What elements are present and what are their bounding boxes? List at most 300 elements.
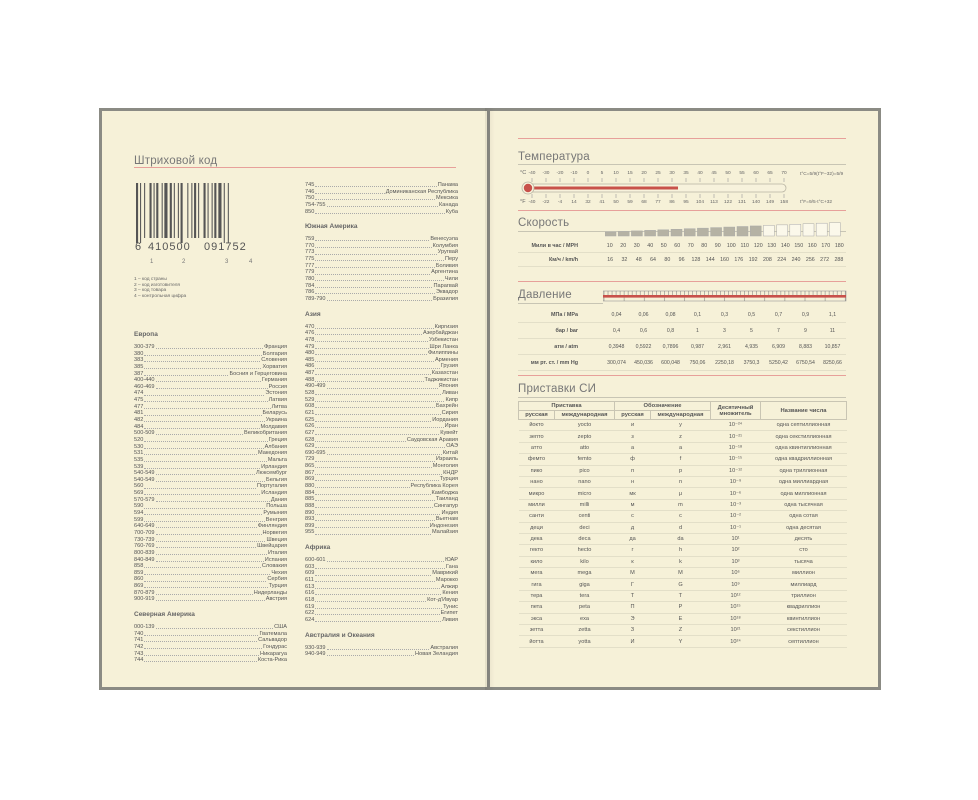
value-cell: 7 [777,327,780,334]
value-cell: 30 [633,242,640,249]
value-cell: 272 [820,256,830,263]
country-code-row [134,631,287,638]
pressure-title: Давление [518,289,572,301]
si-row [519,545,847,556]
country-code-row [134,397,287,404]
si-cell: И [615,636,651,647]
code: 789-790 [305,295,326,302]
value-cell: 0,6 [639,327,648,334]
si-rule [518,397,846,398]
speed-bar [605,232,616,236]
code: 900-919 [134,596,155,603]
country-name: Ливан [442,390,458,397]
code: 486 [305,363,315,370]
country-name: США [274,623,287,630]
country-code-row [134,377,287,384]
country-code-row [305,283,458,290]
si-cell: Y [651,636,711,647]
si-cell: йокто [519,420,555,431]
country-code-row [134,457,287,464]
leader-dots [315,289,435,294]
country-name: Кения [442,590,458,597]
code: 487 [305,370,315,377]
country-code-row [305,645,458,652]
si-cell: З [615,625,651,636]
leader-dots [315,344,428,349]
si-cell: санти [519,511,555,522]
si-cell: deci [555,522,615,533]
si-cell: миллион [761,568,847,579]
value-cell: 96 [678,256,685,263]
country-name: Таджикистан [424,376,458,383]
country-name: Уругвай [437,249,458,256]
region-heading: Азия [305,310,321,318]
value-cell: 0,5922 [635,343,652,350]
country-name: Мексика [436,195,458,202]
code: 800-839 [134,549,155,556]
si-cell: m [651,499,711,510]
value-cell: 50 [660,242,667,249]
leader-dots [315,403,435,408]
speed-bars [605,221,850,237]
value-cell: 0,06 [638,311,649,318]
leader-dots [156,477,266,482]
si-cell: одна секстиллионная [761,431,847,442]
code: 858 [134,563,144,570]
barcode-bar [181,183,183,243]
si-cell: п [615,465,651,476]
si-cell: 10³ [711,556,761,567]
leader-dots [315,604,442,609]
code: 955 [305,529,315,536]
code: 500-509 [134,430,155,437]
leader-dots [156,590,253,595]
leader-dots [315,443,445,448]
country-name: Грузия [440,363,458,370]
country-name: Перу [445,256,458,263]
country-name: Казахстан [431,370,458,377]
si-table [518,401,847,648]
si-cell: exa [555,613,615,624]
country-name: Литва [271,403,287,410]
value-cell: 64 [650,256,656,263]
si-row [519,613,847,624]
code: 476 [305,330,315,337]
celsius-tick-label: 45 [711,171,717,176]
pressure-rule [518,303,603,304]
si-cell: мега [519,568,555,579]
si-row [519,465,847,476]
si-row [519,488,847,499]
country-code-row [134,570,287,577]
code: 780 [305,276,315,283]
header-number-name: Название числа [761,402,847,420]
si-cell: м [615,499,651,510]
region-heading: Северная Америка [134,610,195,618]
country-code-row [134,483,287,490]
legend-line: 2 – код изготовителя [134,282,181,288]
value-cell: 140 [780,242,790,249]
country-name: Польша [266,503,287,510]
leader-dots [156,384,268,389]
country-code-row [134,523,287,530]
code: 741 [134,637,144,644]
country-code-row [305,289,458,296]
code: 479 [305,343,315,350]
country-code-row [305,202,458,209]
barcode-bar [208,183,209,238]
code: 880 [305,482,315,489]
code: 745 [305,182,315,188]
leader-dots [315,523,428,528]
leader-dots [315,456,435,461]
leader-dots [144,651,259,656]
code: 628 [305,436,315,443]
value-cell: 6750,54 [796,359,815,366]
country-code-row [305,610,458,617]
value-cell: 70 [687,242,694,249]
si-cell: кило [519,556,555,567]
si-cell: 10¹² [711,590,761,601]
si-cell: пико [519,465,555,476]
code: 784 [305,282,315,289]
country-code-row [305,256,458,263]
header-russian: русская [519,411,555,420]
celsius-tick-label: -40 [528,171,536,176]
value-cell: 1,1 [828,311,837,318]
country-code-row [305,510,458,517]
country-code-row [305,357,458,364]
value-cell: 150 [794,242,804,249]
code: 570-579 [134,496,155,503]
country-name: Испания [264,556,287,563]
si-cell: centi [555,511,615,522]
country-code-row [134,357,287,364]
country-code-row [305,590,458,597]
speed-bar [737,227,748,237]
fahrenheit-tick-label: 68 [641,200,647,205]
code: 621 [305,409,315,416]
barcode-mark-2: 2 [182,259,186,265]
notebook-spread [99,108,881,690]
value-cell: 0,5 [747,311,756,318]
leader-dots [144,563,261,568]
code: 475 [134,397,144,404]
country-name: Канада [439,201,458,208]
code: 474 [134,390,144,397]
country-name: Панама [437,182,458,188]
country-code-row [305,463,458,470]
si-cell: milli [555,499,615,510]
speed-bar [829,223,840,236]
country-name: Армения [434,356,458,363]
thermometer [518,167,848,207]
si-cell: М [615,568,651,579]
si-cell: n [651,476,711,487]
country-name: Ливия [442,616,458,623]
country-code-row [134,364,287,371]
speed-bar [711,228,722,236]
si-cell: а [615,442,651,453]
country-name: ОАЭ [446,443,458,450]
barcode-bar [212,183,213,238]
speed-title: Скорость [518,217,570,229]
si-cell: tera [555,590,615,601]
speed-bar [790,224,801,236]
value-cell: 0,7 [774,311,783,318]
leader-dots [144,631,258,636]
code: 869 [134,583,144,590]
value-cell: 10,857 [824,343,841,350]
si-cell: г [615,545,651,556]
country-code-row [305,564,458,571]
country-name: Узбекистан [428,336,458,343]
si-cell: kilo [555,556,615,567]
leader-dots [144,644,262,649]
si-cell: T [651,590,711,601]
header-russian: русская [615,411,651,420]
value-cell: 176 [734,256,744,263]
code: 899 [305,522,315,529]
leader-dots [315,470,442,475]
si-cell: милли [519,499,555,510]
leader-dots [315,209,444,214]
country-name: Бразилия [433,295,458,302]
region-heading: Африка [305,544,331,552]
country-code-row [134,583,287,590]
legend-line: 1 – код страны [134,277,167,282]
country-name: Босния и Герцеговина [229,370,287,377]
value-cell: 40 [647,242,654,249]
leader-dots [315,597,426,602]
value-cell: 0,7896 [662,343,679,350]
country-code-row [134,464,287,471]
fahrenheit-unit: °F [520,199,526,205]
leader-dots [327,651,415,656]
country-name: Новая Зеландия [415,651,458,658]
code: 484 [134,423,144,430]
speed-bar [684,229,695,236]
leader-dots [144,457,266,462]
leader-dots [315,195,435,200]
si-cell: 10⁻⁹ [711,476,761,487]
code: 890 [305,509,315,516]
code: 481 [134,410,144,417]
leader-dots [144,390,264,395]
barcode-bar [224,183,225,243]
si-cell: 10⁹ [711,579,761,590]
country-name: Швеция [266,536,287,543]
value-cell: 160 [807,242,817,249]
leader-dots [315,249,436,254]
code: 624 [305,616,315,623]
country-code-row [134,657,287,664]
celsius-tick-label: 15 [627,171,633,176]
left-page [102,111,487,687]
country-code-row [305,276,458,283]
leader-dots [144,503,265,508]
top-rule [518,138,846,139]
country-name: Монголия [432,463,458,470]
region-heading: Южная Америка [305,223,358,231]
value-cell: 0,987 [691,343,704,350]
code: 746 [305,188,315,195]
code: 859 [134,569,144,576]
country-name: Мальта [267,456,287,463]
code: 773 [305,249,315,256]
fahrenheit-tick-label: 14 [571,200,577,205]
leader-dots [315,363,439,368]
country-name: Бахрейн [435,403,458,410]
si-cell: атто [519,442,555,453]
country-name: Португалия [257,483,287,490]
country-name: Франция [264,344,287,350]
leader-dots [156,537,266,542]
value-cell: 600,048 [661,359,680,366]
value-cell: 208 [762,256,772,263]
country-name: Марокко [435,577,458,584]
leader-dots [315,377,423,382]
fahrenheit-tick-label: 86 [669,200,675,205]
si-cell: d [651,522,711,533]
leader-dots [144,351,261,356]
country-code-row [305,516,458,523]
country-code-row [134,576,287,583]
code: 594 [134,510,144,517]
country-name: Украина [265,417,287,424]
speed-bar [777,225,788,236]
leader-dots [156,497,270,502]
code: 869 [305,476,315,483]
leader-dots [144,397,267,402]
si-cell: 10⁻¹² [711,465,761,476]
value-cell: 3 [723,327,726,334]
fahrenheit-tick-label: 158 [779,200,789,205]
si-cell: 10¹⁸ [711,613,761,624]
si-cell: 10⁻³ [711,499,761,510]
fahrenheit-tick-label: 122 [723,200,733,205]
country-code-row [134,450,287,457]
leader-dots [315,570,431,575]
country-name: Австрия [265,596,287,603]
country-code-row [305,209,458,216]
leader-dots [327,557,445,562]
country-code-row [134,410,287,417]
barcode-bar [204,183,206,238]
code: 460-469 [134,383,155,390]
si-cell: септиллион [761,636,847,647]
barcode-bar [140,183,141,243]
value-cell: 750,06 [689,359,706,366]
si-cell: одна триллионная [761,465,847,476]
value-cell: 80 [664,256,671,263]
code: 608 [305,403,315,410]
country-code-row [305,383,458,390]
country-name: Эквадор [436,289,458,296]
si-row [519,556,847,567]
code: 700-709 [134,529,155,536]
value-cell: 0,4 [612,327,621,334]
pressure-unit-label: МПа / MPa [551,311,578,318]
barcode-bar [170,183,172,238]
country-code-row [305,456,458,463]
barcode-legend [134,277,186,299]
leader-dots [156,596,265,601]
country-name: Никарагуа [260,650,287,657]
leader-dots [144,464,260,469]
country-name: Люксембург [255,470,287,477]
value-cell: 0,08 [665,311,676,318]
country-name: Македония [258,450,287,457]
si-cell: одна миллиардная [761,476,847,487]
country-name: Швейцария [257,543,287,550]
code: 625 [305,416,315,423]
code: 569 [134,490,144,497]
leader-dots [315,516,434,521]
fahrenheit-tick-label: 95 [683,200,689,205]
country-code-row [305,470,458,477]
value-cell: 6,909 [772,343,785,350]
barcode-title: Штриховой код [134,155,218,167]
code: 622 [305,610,315,617]
si-cell: ф [615,454,651,465]
celsius-tick-label: -10 [570,171,578,176]
si-cell: a [651,442,711,453]
value-cell: 224 [777,256,787,263]
barcode-digits-end: 091752 [204,241,247,253]
country-code-row [305,410,458,417]
code: 626 [305,423,315,430]
country-name: Хорватия [262,363,287,370]
leader-dots [144,437,267,442]
code: 884 [305,489,315,496]
si-cell: сто [761,545,847,556]
si-cell: нано [519,476,555,487]
country-code-row [305,584,458,591]
leader-dots [315,350,427,355]
si-row [519,590,847,601]
code: 743 [134,650,144,657]
code: 477 [134,403,144,410]
country-name: Кот-д'Ивуар [427,596,458,603]
country-code-row [305,195,458,202]
leader-dots [315,463,431,468]
country-code-row [134,497,287,504]
speed-bar [724,227,735,236]
country-name: Алжир [441,583,458,590]
celsius-tick-label: -20 [556,171,564,176]
value-cell: 128 [691,256,701,263]
country-code-row [305,390,458,397]
leader-dots [144,570,270,575]
code: 618 [305,596,315,603]
legend-line: 4 – контрольная цифра [134,293,187,299]
si-row [519,636,847,647]
leader-dots [315,584,440,589]
si-cell: G [651,579,711,590]
country-code-row [305,597,458,604]
region-heading: Австралия и Океания [305,631,375,639]
country-code-row [305,296,458,303]
leader-dots [315,476,438,481]
barcode-bar [214,183,216,238]
country-name: Бельгия [266,476,287,483]
celsius-unit: °C [520,170,527,176]
si-cell: Т [615,590,651,601]
speed-bar [763,225,774,236]
si-cell: giga [555,579,615,590]
country-name: Турция [268,583,287,590]
